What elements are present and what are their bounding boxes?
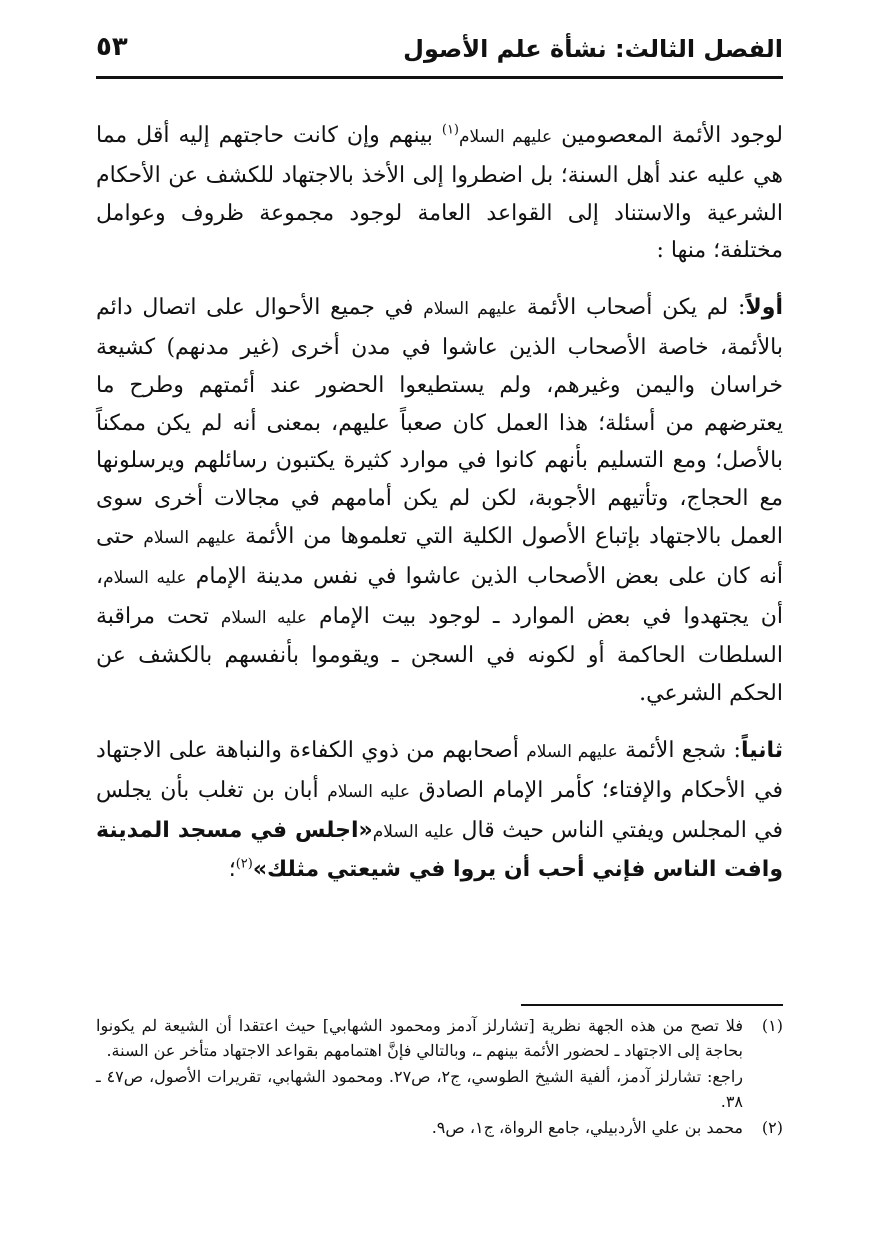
intro-paragraph	[96, 117, 783, 270]
honorific-symbol: عليه السلام	[103, 567, 187, 588]
first-point-paragraph	[96, 289, 783, 713]
main-text	[96, 117, 783, 889]
footnotes	[96, 1013, 783, 1140]
second-text-2: أصحابهم من ذوي الكفاءة والنباهة على الاجتهاد في الأحكام والإفتاء؛ كأمر الإمام الصادق	[96, 737, 783, 803]
intro-text-2: بينهم وإن كانت حاجتهم إليه أقل مما هي عليه عند أهل السنة؛ بل اضطروا إلى الأخذ بالاجتهاد للكشف عن الأحكام الشرعية والاستناد إلى القواعد العامة لوجود مجموعة ظروف وعوامل مختلفة؛ منها :	[96, 123, 783, 264]
running-header	[96, 28, 783, 78]
hadith-quote: «اجلس في مسجد المدينة وافت الناس فإني أحب أن يروا في شيعتي مثلك»	[96, 817, 783, 883]
second-text-3: أبان بن تغلب بأن يجلس في المجلس ويفتي الناس حيث قال	[96, 777, 783, 843]
footnote-2	[96, 1115, 783, 1140]
second-point-paragraph	[96, 732, 783, 889]
first-text-4: ، أن يجتهدوا في بعض الموارد ـ لوجود بيت الإمام	[96, 563, 783, 629]
header-rule	[96, 76, 783, 79]
footnote-1	[96, 1013, 783, 1115]
honorific-symbol: عليهم السلام	[143, 527, 237, 548]
honorific-symbol: عليه السلام	[327, 781, 410, 802]
honorific-symbol: عليه السلام	[220, 607, 308, 628]
footnote-body	[96, 1115, 743, 1140]
first-text-5: تحت مراقبة السلطات الحاكمة أو لكونه في السجن ـ ويقوموا بأنفسهم بالكشف عن الحكم الشرعي.	[96, 603, 783, 707]
honorific-symbol: عليه السلام	[372, 821, 455, 842]
intro-text-1: لوجود الأئمة المعصومين	[552, 123, 783, 148]
footnote-ref-1[interactable]: (١)	[441, 122, 459, 138]
chapter-title: الفصل الثالث: نشأة علم الأصول	[403, 35, 783, 63]
footnote-2-text: محمد بن علي الأردبيلي، جامع الرواة، ج١، ص٩.	[431, 1117, 743, 1137]
honorific-symbol: عليهم السلام	[459, 127, 553, 147]
second-point-lead: ثانياً	[740, 737, 783, 763]
honorific-symbol: عليهم السلام	[423, 299, 518, 320]
first-point-lead: أولاً	[745, 295, 783, 321]
first-text-2: في جميع الأحوال على اتصال دائم بالأئمة، خاصة الأصحاب الذين عاشوا في مدن أخرى (غير مدنهم) كشيعة خراسان واليمن وغيرهم، ولم يستطيعوا الحضور عند أئمتهم وطرح ما يعترضهم من أسئلة؛ هذا العمل كان صعباً عليهم، بمعنى أنه لم يكن ممكناً بالأصل؛ ومع التسليم بأنهم كانوا في موارد كثيرة يكتبون رسائلهم ويرسلونها مع الحجاج، وتأتيهم الأجوبة، لكن لم يكن أمامهم في مجالات أخرى سوى العمل بالاجتهاد بإتباع الأصول الكلية التي تعلموها من الأئمة	[96, 295, 783, 549]
footnote-rule	[521, 1004, 783, 1006]
footnote-number: (٢)	[761, 1117, 783, 1137]
footnote-body	[96, 1013, 743, 1115]
footnote-1-reference: راجع: تشارلز آدمز، ألفية الشيخ الطوسي، ج٢، ص٢٧. ومحمود الشهابي، تقريرات الأصول، ص٤٧ ـ ٣٨.	[96, 1066, 744, 1112]
page-number: ٥٣	[96, 32, 128, 62]
honorific-symbol: عليهم السلام	[526, 741, 618, 762]
footnote-ref-2[interactable]: (٢)	[235, 857, 253, 873]
footnote-1-text: فلا تصح من هذه الجهة نظرية [تشارلز آدمز ومحمود الشهابي] حيث اعتقدا أن الشيعة لم يكونوا بحاجة إلى الاجتهاد ـ لحضور الأئمة بينهم ـ، وبالتالي فإنَّ اهتمامهم بقواعد الاجتهاد متأخر عن السنة.	[96, 1016, 744, 1061]
first-text-3: حتى أنه كان على بعض الأصحاب الذين عاشوا في نفس مدينة الإمام	[96, 523, 783, 589]
second-tail: ؛	[228, 857, 236, 883]
footnote-number: (١)	[761, 1016, 783, 1035]
second-text-1: : شجع الأئمة	[617, 737, 741, 763]
first-text-1: : لم يكن أصحاب الأئمة	[517, 295, 746, 321]
